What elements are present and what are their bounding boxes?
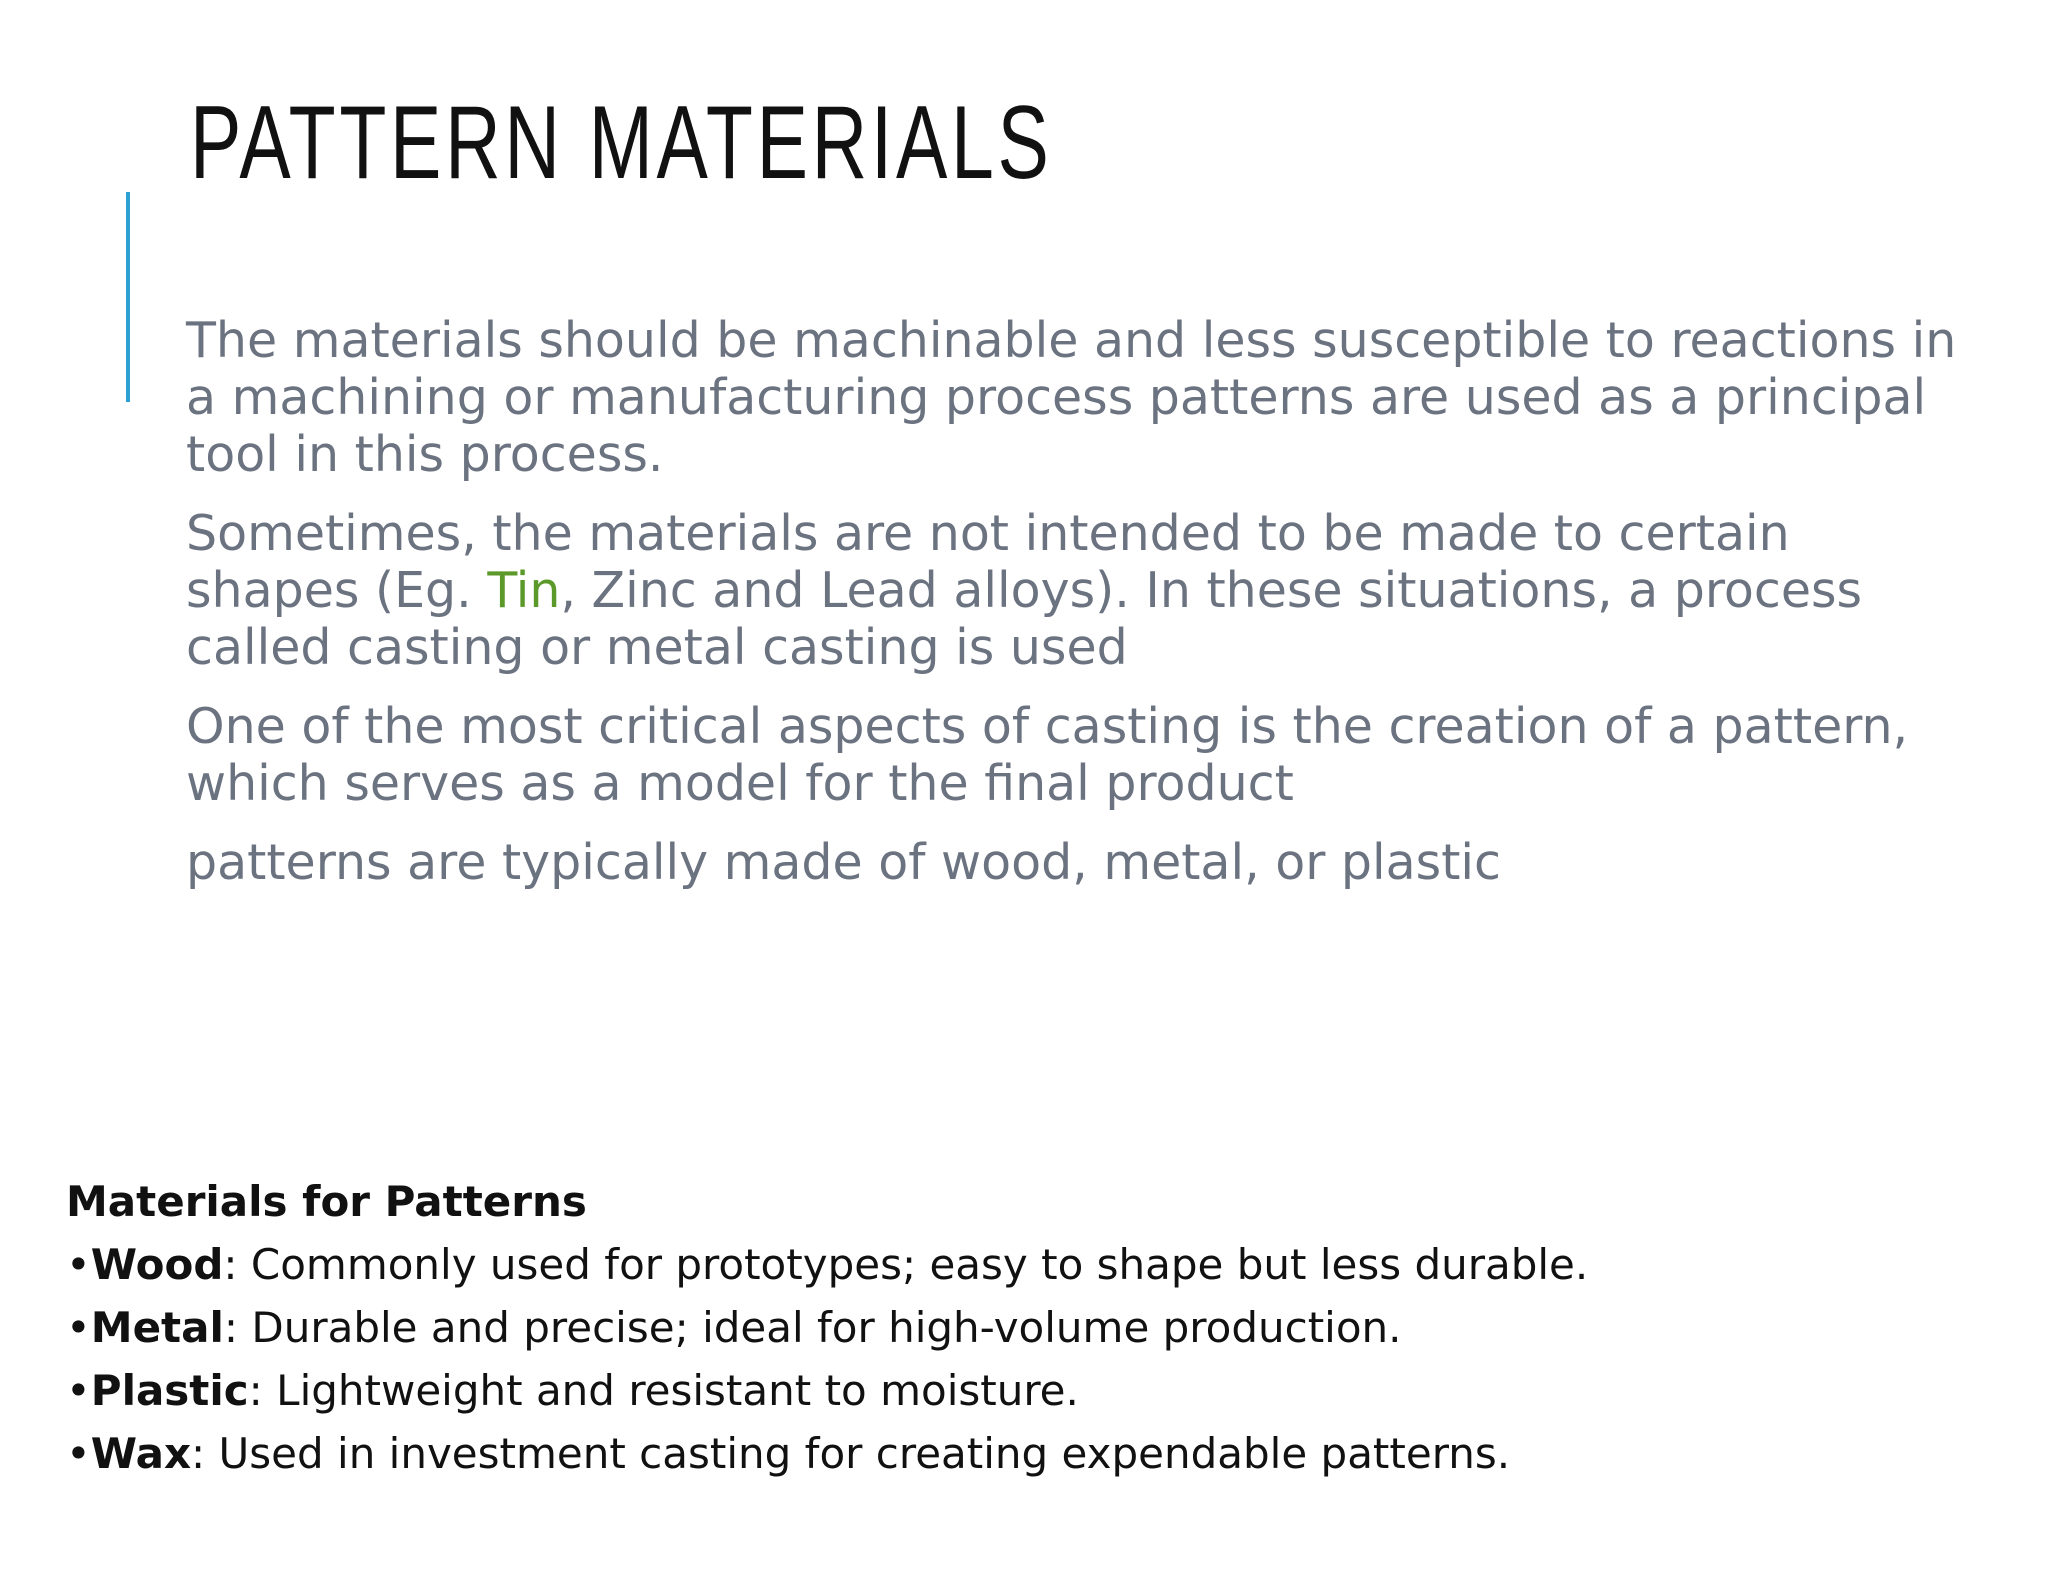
material-desc-plastic: : Lightweight and resistant to moisture. <box>248 1366 1079 1415</box>
tin-highlight: Tin <box>487 562 561 619</box>
material-desc-metal: : Durable and precise; ideal for high-volume production. <box>223 1303 1402 1352</box>
bullet: • <box>66 1429 91 1478</box>
title-accent-bar <box>126 192 130 402</box>
list-item-wood <box>66 1233 1966 1296</box>
material-term-metal: Metal <box>90 1303 224 1352</box>
bullet: • <box>66 1303 91 1352</box>
paragraph-casting-text-start: Sometimes, the materials are not intended to be made to certain shapes (Eg. <box>186 505 1790 619</box>
paragraph-casting-intro <box>186 505 1976 676</box>
materials-list <box>66 1233 1966 1485</box>
slide-title: PATTERN MATERIALS <box>190 85 1053 201</box>
list-item-wax <box>66 1422 1966 1485</box>
paragraph-pattern-importance: One of the most critical aspects of casting is the creation of a pattern, which serves as a model for the final product <box>186 698 1909 812</box>
list-item-metal <box>66 1296 1966 1359</box>
body-text <box>186 312 1976 913</box>
material-term-plastic: Plastic <box>90 1366 249 1415</box>
material-desc-wood: : Commonly used for prototypes; easy to shape but less durable. <box>223 1240 1589 1289</box>
paragraph-pattern-materials: patterns are typically made of wood, metal, or plastic <box>186 834 1501 891</box>
paragraph-materials-requirements: The materials should be machinable and less susceptible to reactions in a machining or manufacturing process patterns are used as a principal tool in this process. <box>186 312 1957 483</box>
paragraph-casting-text-end: , Zinc and Lead alloys). In these situations, a process called casting or metal casting is used <box>186 562 1863 676</box>
materials-heading: Materials for Patterns <box>66 1177 587 1226</box>
bullet: • <box>66 1366 91 1415</box>
material-term-wood: Wood <box>90 1240 224 1289</box>
material-desc-wax: : Used in investment casting for creating expendable patterns. <box>191 1429 1511 1478</box>
material-term-wax: Wax <box>90 1429 192 1478</box>
materials-list-section <box>66 1170 1966 1485</box>
list-item-plastic <box>66 1359 1966 1422</box>
bullet: • <box>66 1240 91 1289</box>
